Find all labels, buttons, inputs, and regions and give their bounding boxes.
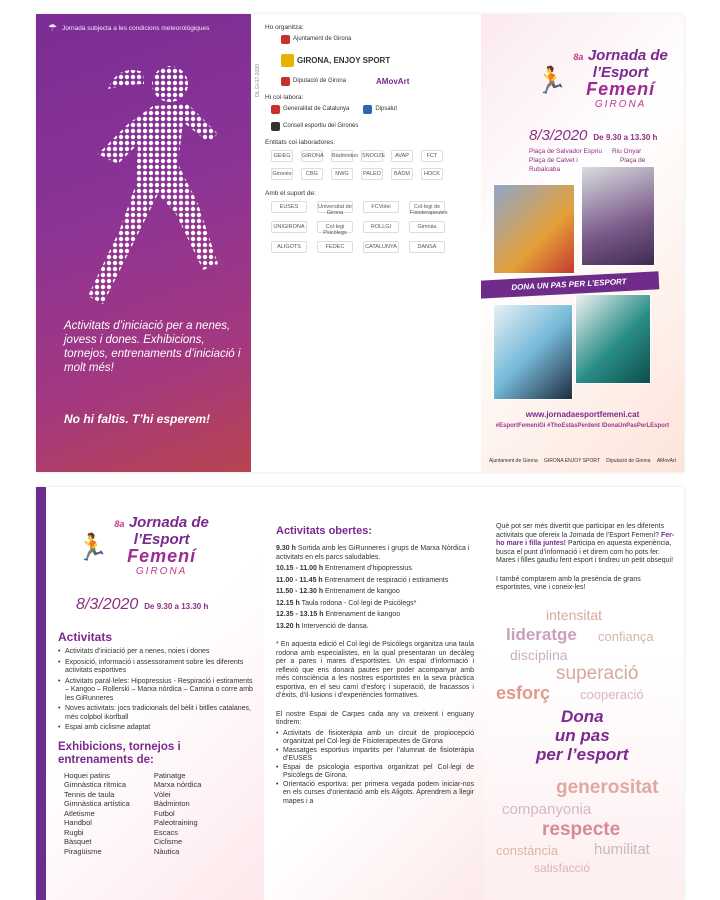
suport-logo: FEDEC	[317, 241, 353, 253]
list-item: Nàutica	[153, 846, 180, 856]
entitat-logo: FCT	[421, 150, 443, 162]
cloud-word: generositat	[556, 776, 659, 798]
suport-logos	[265, 201, 471, 253]
suport-logo: UNIGIRONA	[271, 221, 307, 233]
cloud-word: cooperació	[580, 686, 644, 702]
values-word-cloud	[496, 607, 676, 877]
runner-icon: 🏃	[535, 65, 568, 95]
inside-middle-panel	[264, 487, 484, 900]
mare-filla-text: Què pot ser més divertit que participar en les diferents activitats que ofereix la Jornada de l’Esport Femení? Fer-ho mare i filla juntes! Participa en aquesta experiència, busca el punt d’informació i et direm com ho pots fer. Mares i filles gaudiu fent esport i tindreu un petit obsequi!	[496, 523, 675, 564]
cloud-word: confiança	[598, 628, 654, 644]
logo-girona-enjoy-sport: GIRONA, ENJOY SPORT	[281, 54, 390, 67]
logo-dipsalut: Dipsalut	[363, 105, 397, 114]
activitats-heading: Activitats	[58, 630, 113, 644]
entitat-logo: CBG	[301, 168, 323, 180]
cover-panel	[36, 14, 251, 472]
cloud-word: disciplina	[510, 646, 568, 663]
suport-logo: ROLLGI	[363, 221, 399, 233]
entitat-logo: Bàdminton	[331, 150, 353, 162]
list-item: Hoquei patins	[64, 770, 110, 780]
photo-collage	[489, 184, 676, 404]
suport-logo: EUSES	[271, 201, 307, 213]
list-item: • Noves activitats: jocs tradicionals del bèlit i bitlles catalanes, més colpbol ikorfball	[58, 705, 254, 722]
cloud-word: humilitat	[594, 840, 650, 858]
hashtags: #EsportFemeníGi #ThoEstàsPerdent /DonaUnPasPerLEsport	[495, 423, 670, 429]
list-item: • Massatges esportius impartits per l’alumnat de fisioteràpia d’EUSES	[276, 747, 474, 764]
entitat-logo: SNOOZE	[361, 150, 383, 162]
list-item: • Orientació esportiva: per primera vegada podem iniciar-nos en els curses d’orientació amb els Aligots. Aprendrem a llegir mapes i a	[276, 781, 474, 807]
list-item: • Activitats paral·leles: Hipopressius - Respiració i estiraments – Kangoo – Rollerski – Marxa nòrdica – Camina o corre amb les GiRunneres	[58, 678, 254, 704]
list-item: Ciclisme	[153, 837, 183, 846]
suport-logo: DANSA	[409, 241, 445, 253]
sports-list	[56, 771, 254, 857]
list-item: Paleotraining	[153, 818, 198, 827]
list-item: Rugbi	[64, 827, 84, 837]
activitats-obertes-heading: Activitats obertes:	[276, 525, 372, 537]
schedule-row: 13.20 h Intervenció de dansa.	[276, 622, 369, 630]
back-cover-panel	[481, 14, 684, 472]
footer-logos: Ajuntament de Girona GIRONA ENJOY SPORT Diputació de Girona AMovArt	[489, 458, 676, 464]
schedule-row: 12.35 - 13.15 h Entrenament de kangoo	[276, 611, 401, 618]
cloud-word: superació	[556, 662, 639, 684]
entitats-label: Entitats col·laboradores:	[265, 139, 336, 146]
list-item: • Activitats de fisioteràpia amb un circuit de propiocepció organitzat pel Col·legi de Fisioterapeutes de Girona	[276, 730, 474, 747]
website-link[interactable]: www.jornadaesportfemeni.cat	[525, 410, 640, 419]
suport-logo: ALIGOTS	[271, 241, 307, 253]
cloud-word: intensitat	[546, 606, 603, 623]
logo-diputacio: Diputació de Girona	[281, 77, 346, 86]
entitat-logo: Gironès	[271, 168, 293, 180]
weather-note: ☂ Jornada subjecta a les condicions meteorològiques	[48, 23, 210, 34]
activitats-list	[56, 648, 254, 733]
schedule-row: 11.00 - 11.45 h Entrenament de respiració i estiraments	[276, 576, 449, 584]
entitats-logos	[265, 150, 471, 180]
event-date: 8/3/2020 De 9.30 a 13.30 h	[529, 127, 658, 144]
cover-intro-text: Activitats d’iniciació per a nenes, jovess i dones. Exhibicions, tornejos, entrenaments d’iniciació i molt més!	[64, 320, 241, 374]
suport-logo: Col·legi de Fisioterapeutes	[409, 201, 445, 213]
sponsors-panel	[251, 14, 481, 472]
photo-tennis	[493, 304, 573, 400]
brochure-inside	[36, 487, 684, 900]
cover-call-to-action: No hi faltis. T’hi esperem!	[64, 412, 211, 426]
entitat-logo: AVAP	[391, 150, 413, 162]
list-item: Piragüisme	[64, 846, 102, 856]
photo-rhythmic-gymnastics	[575, 294, 651, 384]
event-places: Plaça de Salvador Espriu Riu Onyar Plaça de Calvet i Rubalcaba Plaça de	[529, 148, 646, 173]
organiza-label: Ho organitza:	[265, 24, 304, 31]
list-item: • Activitats d’iniciació per a nenes, noies i dones	[58, 648, 254, 657]
brochure-outside	[36, 14, 684, 472]
list-item: Bàsquet	[64, 837, 92, 846]
inside-left-panel	[46, 487, 264, 900]
collabora-label: Hi col·labora:	[265, 94, 304, 101]
schedule-row: 10.15 - 11.00 h Entrenament d’hipopressius	[276, 565, 412, 572]
carpes-section: El nostre Espai de Carpes cada any va creixent i enguany tindrem: • Activitats de fisioteràpia amb un circuit de propiocepció organitzat pel Col·legi de Fisioterapeutes de Girona • Massatges esportius impartits per l’alumnat de fisioteràpia d’EUSES • Espai de psicologia esportiva organitzat pel Col·legi de Psicòlegs de Girona. • Orientació esportiva: per primera vegada podem iniciar-nos en els curses d’orientació amb els Aligots. Aprendrem a llegir mapes i a	[276, 711, 474, 807]
cloud-word: respecte	[542, 818, 621, 840]
list-item: Marxa nòrdica	[153, 780, 202, 789]
suport-logo: Gimnàs	[409, 221, 445, 233]
event-logo: 🏃 8a Jornada de l’Esport Femení GIRONA	[76, 514, 209, 577]
list-item: Gimnàstica artística	[64, 799, 130, 808]
event-date: 8/3/2020 De 9.30 a 13.30 h	[76, 596, 209, 613]
entitat-logo: HOCK	[421, 168, 443, 180]
cloud-word: satisfacció	[534, 860, 591, 875]
runner-illustration	[58, 44, 238, 309]
list-item: Atletisme	[64, 808, 95, 818]
psicolegs-note: * En aquesta edició el Col·legi de Psicòlegs organitza una taula rodona amb especialistes, en la qual presentaran un decàleg per a pares i mares d’esportistes. Un espai d’informació i reflexió que ens donarà pautes per poder acompanyar amb més consciència a les nostres esportistes en la seva pràctica esportiva, en el seu camí d’esforç i superació, de fracassos i d’èxits, d’il·lusions i d’experiències formatives.	[276, 641, 474, 699]
list-item: Patinatge	[153, 770, 186, 780]
schedule-row: 11.50 - 12.30 h Entrenament de kangoo	[276, 588, 400, 595]
logo-generalitat: Generalitat de Catalunya	[271, 105, 349, 114]
list-item: • Espai amb ciclisme adaptat	[58, 724, 254, 733]
schedule-row: 12.15 h Taula rodona - Col·legi de Psicòlegs*	[276, 599, 417, 607]
suport-logo: CATALUNYA	[363, 241, 399, 253]
logo-ajuntament: Ajuntament de Girona	[281, 35, 351, 44]
list-item: • Espai de psicologia esportiva organitzat pel Col·legi de Psicòlegs de Girona.	[276, 764, 474, 781]
cloud-word: companyonia	[502, 800, 592, 818]
umbrella-icon: ☂	[48, 23, 57, 34]
photo-basketball	[493, 184, 575, 274]
list-item: Gimnàstica rítmica	[64, 780, 127, 789]
list-item: Vòlei	[153, 789, 171, 799]
entitat-logo: GIRONA	[301, 150, 323, 162]
suport-label: Amb el suport de:	[265, 190, 316, 197]
list-item: Tennis de taula	[64, 789, 115, 799]
suport-logo: Universitat de Girona	[317, 201, 353, 213]
organiza-logos	[265, 35, 471, 86]
entitat-logo: BÀDM	[391, 168, 413, 180]
suport-logo: Col·legi Psicòlegs	[317, 221, 353, 233]
entitat-logo: GEiEG	[271, 150, 293, 162]
logo-consell-esportiu: Consell esportiu del Gironès	[271, 122, 358, 131]
cloud-word: constància	[496, 842, 559, 858]
event-logo: 🏃 8a Jornada de l’Esport Femení GIRONA	[535, 47, 668, 110]
list-item: • Exposició, informació i assessorament sobre les diferents activitats esportives	[58, 659, 254, 676]
list-item: Futbol	[153, 808, 175, 818]
cloud-word: lideratge	[506, 624, 577, 644]
list-item: Escacs	[153, 827, 179, 837]
entitat-logo: PALEO	[361, 168, 383, 180]
list-item: Handbol	[64, 818, 92, 827]
logo-amovart: AMovArt	[376, 77, 410, 86]
photo-gymnast	[581, 166, 655, 266]
purple-edge	[36, 487, 46, 900]
entitat-logo: NWG	[331, 168, 353, 180]
collabora-logos	[265, 105, 471, 131]
suport-logo: FCVolei	[363, 201, 399, 213]
inside-right-panel	[484, 487, 684, 900]
slogan-banner: DONA UN PAS PER L’ESPORT	[481, 271, 659, 298]
esportistes-text: I també comptarem amb la presència de grans esportistes, vine i coneix-les!	[496, 575, 641, 591]
exhibicions-heading: Exhibicions, tornejos i entrenaments de:	[58, 740, 181, 766]
cloud-word: esforç	[496, 682, 551, 703]
list-item: Bàdminton	[153, 799, 190, 808]
legal-deposit-code: DL GI-17-2020	[255, 64, 261, 97]
runner-icon: 🏃	[76, 532, 109, 562]
schedule-row: 9.30 h Sortida amb les GiRunneres i grups de Marxa Nòrdica i activitats en els parcs saludables.	[276, 545, 470, 561]
dona-un-pas-slogan: Dona un pas per l’esport	[536, 706, 629, 764]
schedule	[276, 545, 474, 631]
